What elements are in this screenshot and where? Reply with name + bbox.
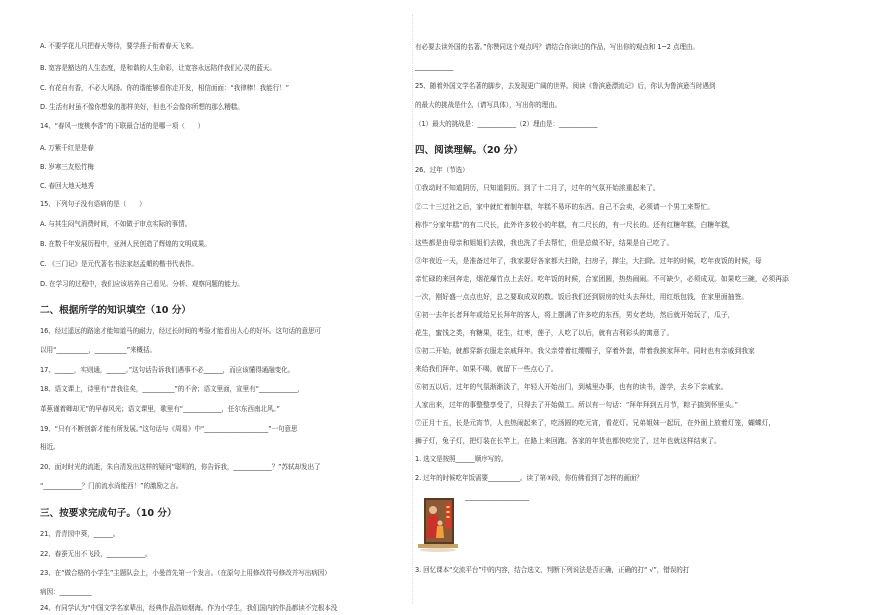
passage-line: 一次，刚好盛一点点也好，总之要取成双的数。饭后我们还到厨房的灶头去拜灶，用红纸包钱，在家里面抽签。 — [415, 293, 749, 301]
question-23-reason: 病因：__________ — [40, 588, 92, 596]
question-24-line-1: 24、有同学认为“中国文学名家辈出，经典作品浩如烟海。作为小学生，我们国内的作品都读不完根本没 — [40, 604, 338, 612]
option-c-13: C. 有花自有香，不必大风扬。你的谐能够看你走开发，相信面面：“我律棒！我能行！” — [40, 84, 289, 92]
option-a-14: A. 万紫千红是是春 — [40, 144, 94, 152]
option-c-14: C. 春回大地天地秀 — [40, 182, 94, 190]
passage-line: 称作“分家年糕”的有二尺长，此外许多较小的年糕，有二尺长的，有一尺长的。还有红糖年糕，白糖年糕， — [415, 221, 735, 229]
passage-line: ②二十三过社之后，家中就忙着制年糕，年糕不易坏的东西。自己不会卖，必须请一个男工来帮忙。 — [415, 203, 715, 211]
passage-line: ③年夜近一天，是准备过年了，我家要好各家都大扫除，扫房子，掸尘，大扫除。过年的时候，吃年夜饭的时候，母 — [415, 257, 762, 265]
option-a-13: A. 不要学花儿只把春天等待，要学燕子衔着春天飞来。 — [40, 42, 198, 50]
passage-line: ⑦正月十五，长是元宵节，人也热闹起来了，吃汤圆的吃元宵，看花灯。兄弟姐妹一起玩，在外面上放着灯笼，蝴蝶灯， — [415, 419, 776, 427]
sub-question-1: 1. 选文是按照______顺序写的。 — [415, 455, 508, 463]
passage-heading: 26、过年（节选） — [415, 166, 469, 174]
question-19-line-2: 相近。 — [40, 443, 60, 451]
question-20-line-2: “____________？门前流水尚能西！”的激励之言。 — [40, 482, 183, 490]
passage-line: ⑤初二开始，就都穿新衣服走亲戚拜年。我父亲带着红缨帽子，穿着外套，带着我挨家拜年。同时也有亲戚到我家 — [415, 347, 755, 355]
column-divider — [412, 14, 413, 604]
passage-line: 狮子灯，兔子灯，把灯装在长竿上，在路上来回跑。各家的年货也都快吃完了，过年也就这样结束了。 — [415, 437, 721, 445]
passage-line: 花生，蜜饯之类，有糖果，花生，红枣，莲子，人吃了以后，就有吉利彩头的寓意了。 — [415, 329, 674, 337]
question-16-line-2: 以用“__________，__________”来概括。 — [40, 346, 157, 354]
question-19-line-1: 19、“只有不断创新才能有所发展。”这句话与《周易》中“____________________”一句意思 — [40, 425, 298, 433]
section-4-heading: 四、阅读理解。（20 分） — [415, 145, 523, 156]
option-b-13: B. 宽容是豁达的人生态度，是和谐的人生命彩，让宽容永远陪伴我们心灵的蓝天。 — [40, 64, 276, 72]
option-a-15: A. 与其生闷气消费时间，不如做于审点实际的事情。 — [40, 220, 192, 228]
passage-line: 人家出来，过年的事整整享受了，只得去了开始做工。所以有一句话：“拜年拜到五月节，粽子揣到怀里头。” — [415, 401, 739, 409]
sub-question-2-answer-line: ____________________ — [465, 493, 529, 501]
question-16-line-1: 16、经过遥远的路途才能知道马的耐力，经过长时间的考验才能看出人心的好坏。这句话的意思可 — [40, 327, 321, 335]
question-24-answer-line: ____________ — [415, 63, 454, 71]
question-25-line-2: 的最大的挑战是什么（请写具体），写出你的理由。 — [415, 101, 562, 109]
option-d-15: D. 在学习的过程中，我们应该培养自己看见、分析、观察问题的能力。 — [40, 280, 244, 288]
question-23: 23、在“做合格的小学生”主题队会上，小曼首先第一个发言。（在原句上用修改符号修改并写出病因） — [40, 569, 331, 577]
passage-line: 来给我们拜年。如果不喝，就留下一些点心了。 — [415, 365, 558, 373]
option-d-13: D. 生活有时虽不像你想象的那样美好，但也不会像你所想的那么糟糕。 — [40, 103, 244, 111]
section-2-heading: 二、根据所学的知识填空（10 分） — [40, 305, 192, 316]
passage-line: 亲忙碌的来回奔走，烟花爆竹点上去好。吃年饭的时候，合家团圆，热热闹闹。不可缺少，必须成双。如果吃三碗，必须再添 — [415, 275, 789, 283]
sub-question-3: 3. 回忆课本“交流平台”中的内容，结合选文，判断下列说法是否正确，正确的打“ √”，错误的打 — [415, 566, 690, 574]
passage-line: ⑥初五以后，过年的气氛渐渐淡了，年轻人开始出门，到城里办事，也有的读书，游学，去乡下亲戚家。 — [415, 383, 728, 391]
sub-question-2: 2. 过年的时候吃年饭需要__________。读了第③段，你仿佛看到了怎样的画面？ — [415, 474, 643, 482]
option-c-15: C. 《三门记》是元代著名书法家赵孟頫的楷书代表作。 — [40, 260, 198, 268]
option-b-14: B. 岁寒三友松竹梅 — [40, 163, 94, 171]
question-21: 21、青青园中葵，______。 — [40, 530, 120, 538]
passage-line: ④初一去年长者拜年或给兄长拜年的客人，将上摆满了许多吃的东西，男女老幼，然后就开始玩了，瓜子， — [415, 311, 735, 319]
question-17: 17、______，实则通，______。”这句话告诉我们遇事不必______，而应该懂得通融变化。 — [40, 366, 295, 374]
question-18-line-2: 革蕉谨着卿却无”的早春风光；语文课里，歌里有“____________，任尔东西南北风。” — [40, 405, 280, 413]
question-25-line-1: 25、随着外国文学名著的脚步，去发现更广阔的世界。阅读《鲁滨逊漂流记》后，你认为鲁滨逊当时遇到 — [415, 82, 716, 90]
question-18-line-1: 18、语文课上，诗里有“昔我往矣，__________”的不舍；语文里面，宣里有“____________， — [40, 385, 304, 393]
section-3-heading: 三、按要求完成句子。（10 分） — [40, 508, 177, 519]
question-25-answers: （1）最大的挑战是：____________（2）理由是：____________ — [415, 120, 598, 128]
option-b-15: B. 在数千年发展历程中，亚洲人民创造了辉煌的文明成果。 — [40, 240, 211, 248]
passage-line: ①我动时不知道阴历，只知道阴历。到了十二月了，过年的气氛开始浓重起来了。 — [415, 184, 660, 192]
question-24-line-2: 有必要去读外国的名著。”你赞同这个观点吗？请结合你读过的作品，写出你的观点和 1~2 点理由。 — [415, 43, 699, 51]
question-20-line-1: 20、面对时光的流逝，朱自清发出这样的疑问“聪明的，你告诉我，____________？”苏轼却发出了 — [40, 463, 321, 471]
question-14: 14、“春风一度桃李香”的下联最合适的是哪一项（ ） — [40, 122, 205, 130]
passage-line: 这些都是由母亲和姐姐们去做，我也洗了手去帮忙，但是总做不好，结果是自己吃了。 — [415, 239, 674, 247]
new-year-illustration-icon — [416, 492, 460, 554]
question-15: 15、下列句子没有语病的是（ ） — [40, 200, 146, 208]
question-22: 22、春蚕无出不飞段，____________。 — [40, 550, 152, 558]
